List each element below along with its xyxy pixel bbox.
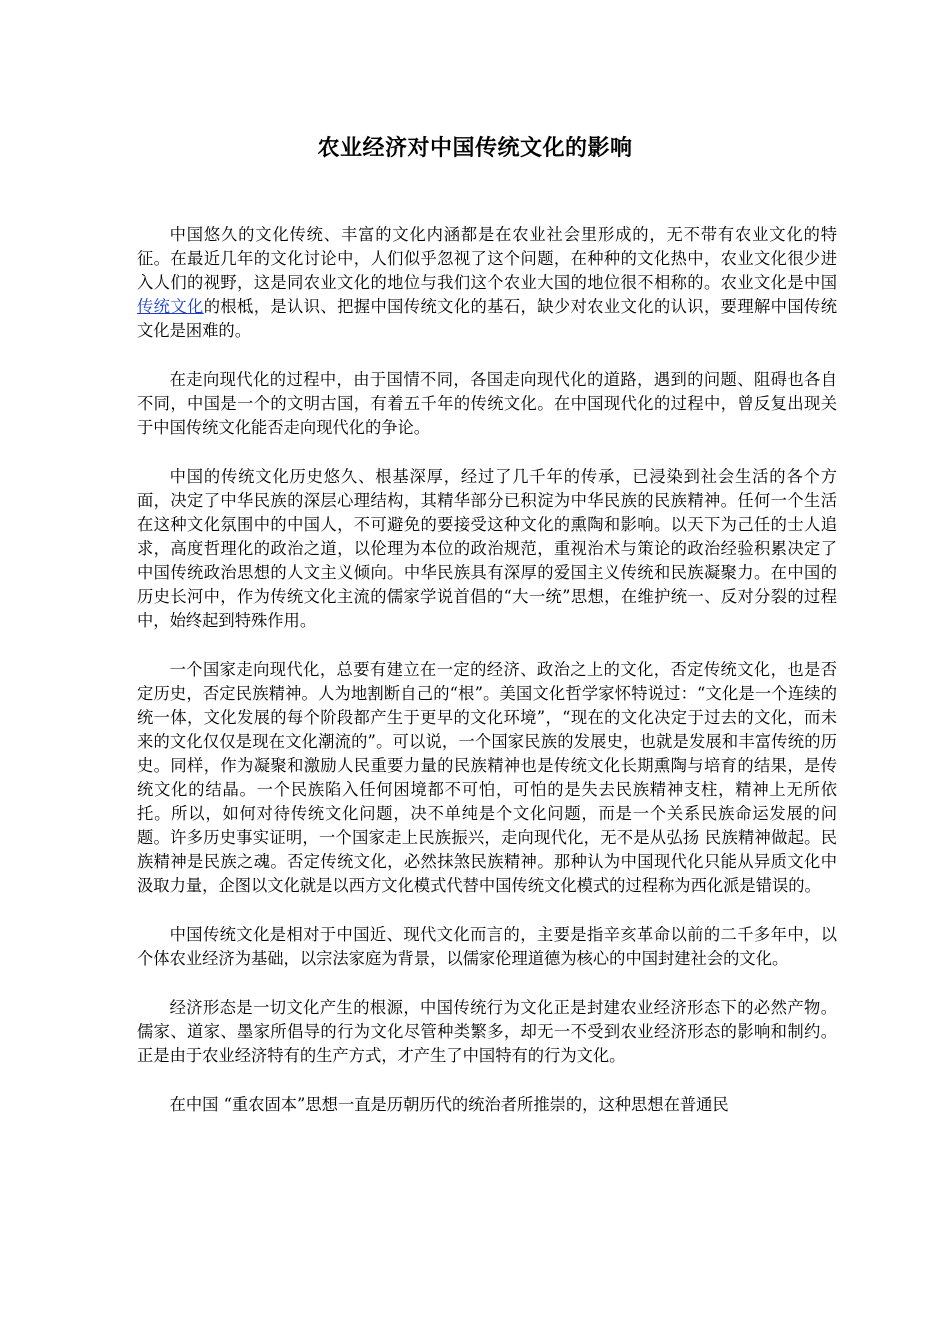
paragraph-6: 经济形态是一切文化产生的根源，中国传统行为文化正是封建农业经济形态下的必然产物。儒家、道家、墨家所倡导的行为文化尽管种类繁多，却无一不受到农业经济形态的影响和制约。正是由于农业经济特有的生产方式，才产生了中国特有的行为文化。 <box>137 998 837 1065</box>
document-body <box>137 223 837 1142</box>
paragraph-5: 中国传统文化是相对于中国近、现代文化而言的，主要是指辛亥革命以前的二千多年中，以个体农业经济为基础，以宗法家庭为背景，以儒家伦理道德为核心的中国封建社会的文化。 <box>137 925 837 968</box>
paragraph-3: 中国的传统文化历史悠久、根基深厚，经过了几千年的传承，已浸染到社会生活的各个方面，决定了中华民族的深层心理结构，其精华部分已积淀为中华民族的民族精神。任何一个生活在这种文化氛围中的中国人，不可避免的要接受这种文化的熏陶和影响。以天下为己任的士人追求，高度哲理化的政治之道，以伦理为本位的政治规范，重视治术与策论的政治经验积累决定了中国传统政治思想的人文主义倾向。中华民族具有深厚的爱国主义传统和民族凝聚力。在中国的历史长河中，作为传统文化主流的儒家学说首倡的“大一统”思想，在维护统一、反对分裂的过程中，始终起到特殊作用。 <box>137 467 837 630</box>
document-title: 农业经济对中国传统文化的影响 <box>317 136 633 161</box>
paragraph-1 <box>137 223 837 343</box>
paragraph-1-text-after: 的根柢，是认识、把握中国传统文化的基石，缺少对农业文化的认识，要理解中国传统文化是困难的。 <box>137 297 837 340</box>
traditional-culture-link[interactable]: 传统文化 <box>137 297 204 316</box>
paragraph-7: 在中国 “重农固本”思想一直是历朝历代的统治者所推崇的，这种思想在普通民 <box>169 1095 729 1114</box>
paragraph-4: 一个国家走向现代化，总要有建立在一定的经济、政治之上的文化，否定传统文化，也是否定历史，否定民族精神。人为地割断自己的“根”。美国文化哲学家怀特说过：“文化是一个连续的统一体，文化发展的每个阶段都产生于更早的文化环境”，“现在的文化决定于过去的文化，而未来的文化仅仅是现在文化潮流的”。可以说，一个国家民族的发展史，也就是发展和丰富传统的历史。同样，作为凝聚和激励人民重要力量的民族精神也是传统文化长期熏陶与培育的结果，是传统文化的结晶。一个民族陷入任何困境都不可怕，可怕的是失去民族精神支柱，精神上无所依托。所以，如何对待传统文化问题，决不单纯是个文化问题，而是一个关系民族命运发展的问题。许多历史事实证明，一个国家走上民族振兴，走向现代化，无不是从弘扬 民族精神做起。民族精神是民族之魂。否定传统文化，必然抹煞民族精神。那种认为中国现代化只能从异质文化中汲取力量，企图以文化就是以西方文化模式代替中国传统文化模式的过程称为西化派是错误的。 <box>137 660 837 895</box>
paragraph-1-text-before: 中国悠久的文化传统、丰富的文化内涵都是在农业社会里形成的，无不带有农业文化的特征。在最近几年的文化讨论中，人们似乎忽视了这个问题，在种种的文化热中，农业文化很少进入人们的视野，这是同农业文化的地位与我们这个农业大国的地位很不相称的。农业文化是中国 <box>137 225 837 292</box>
paragraph-2: 在走向现代化的过程中，由于国情不同，各国走向现代化的道路，遇到的问题、阻碍也各自不同，中国是一个的文明古国，有着五千年的传统文化。在中国现代化的过程中，曾反复出现关于中国传统文化能否走向现代化的争论。 <box>137 370 837 437</box>
